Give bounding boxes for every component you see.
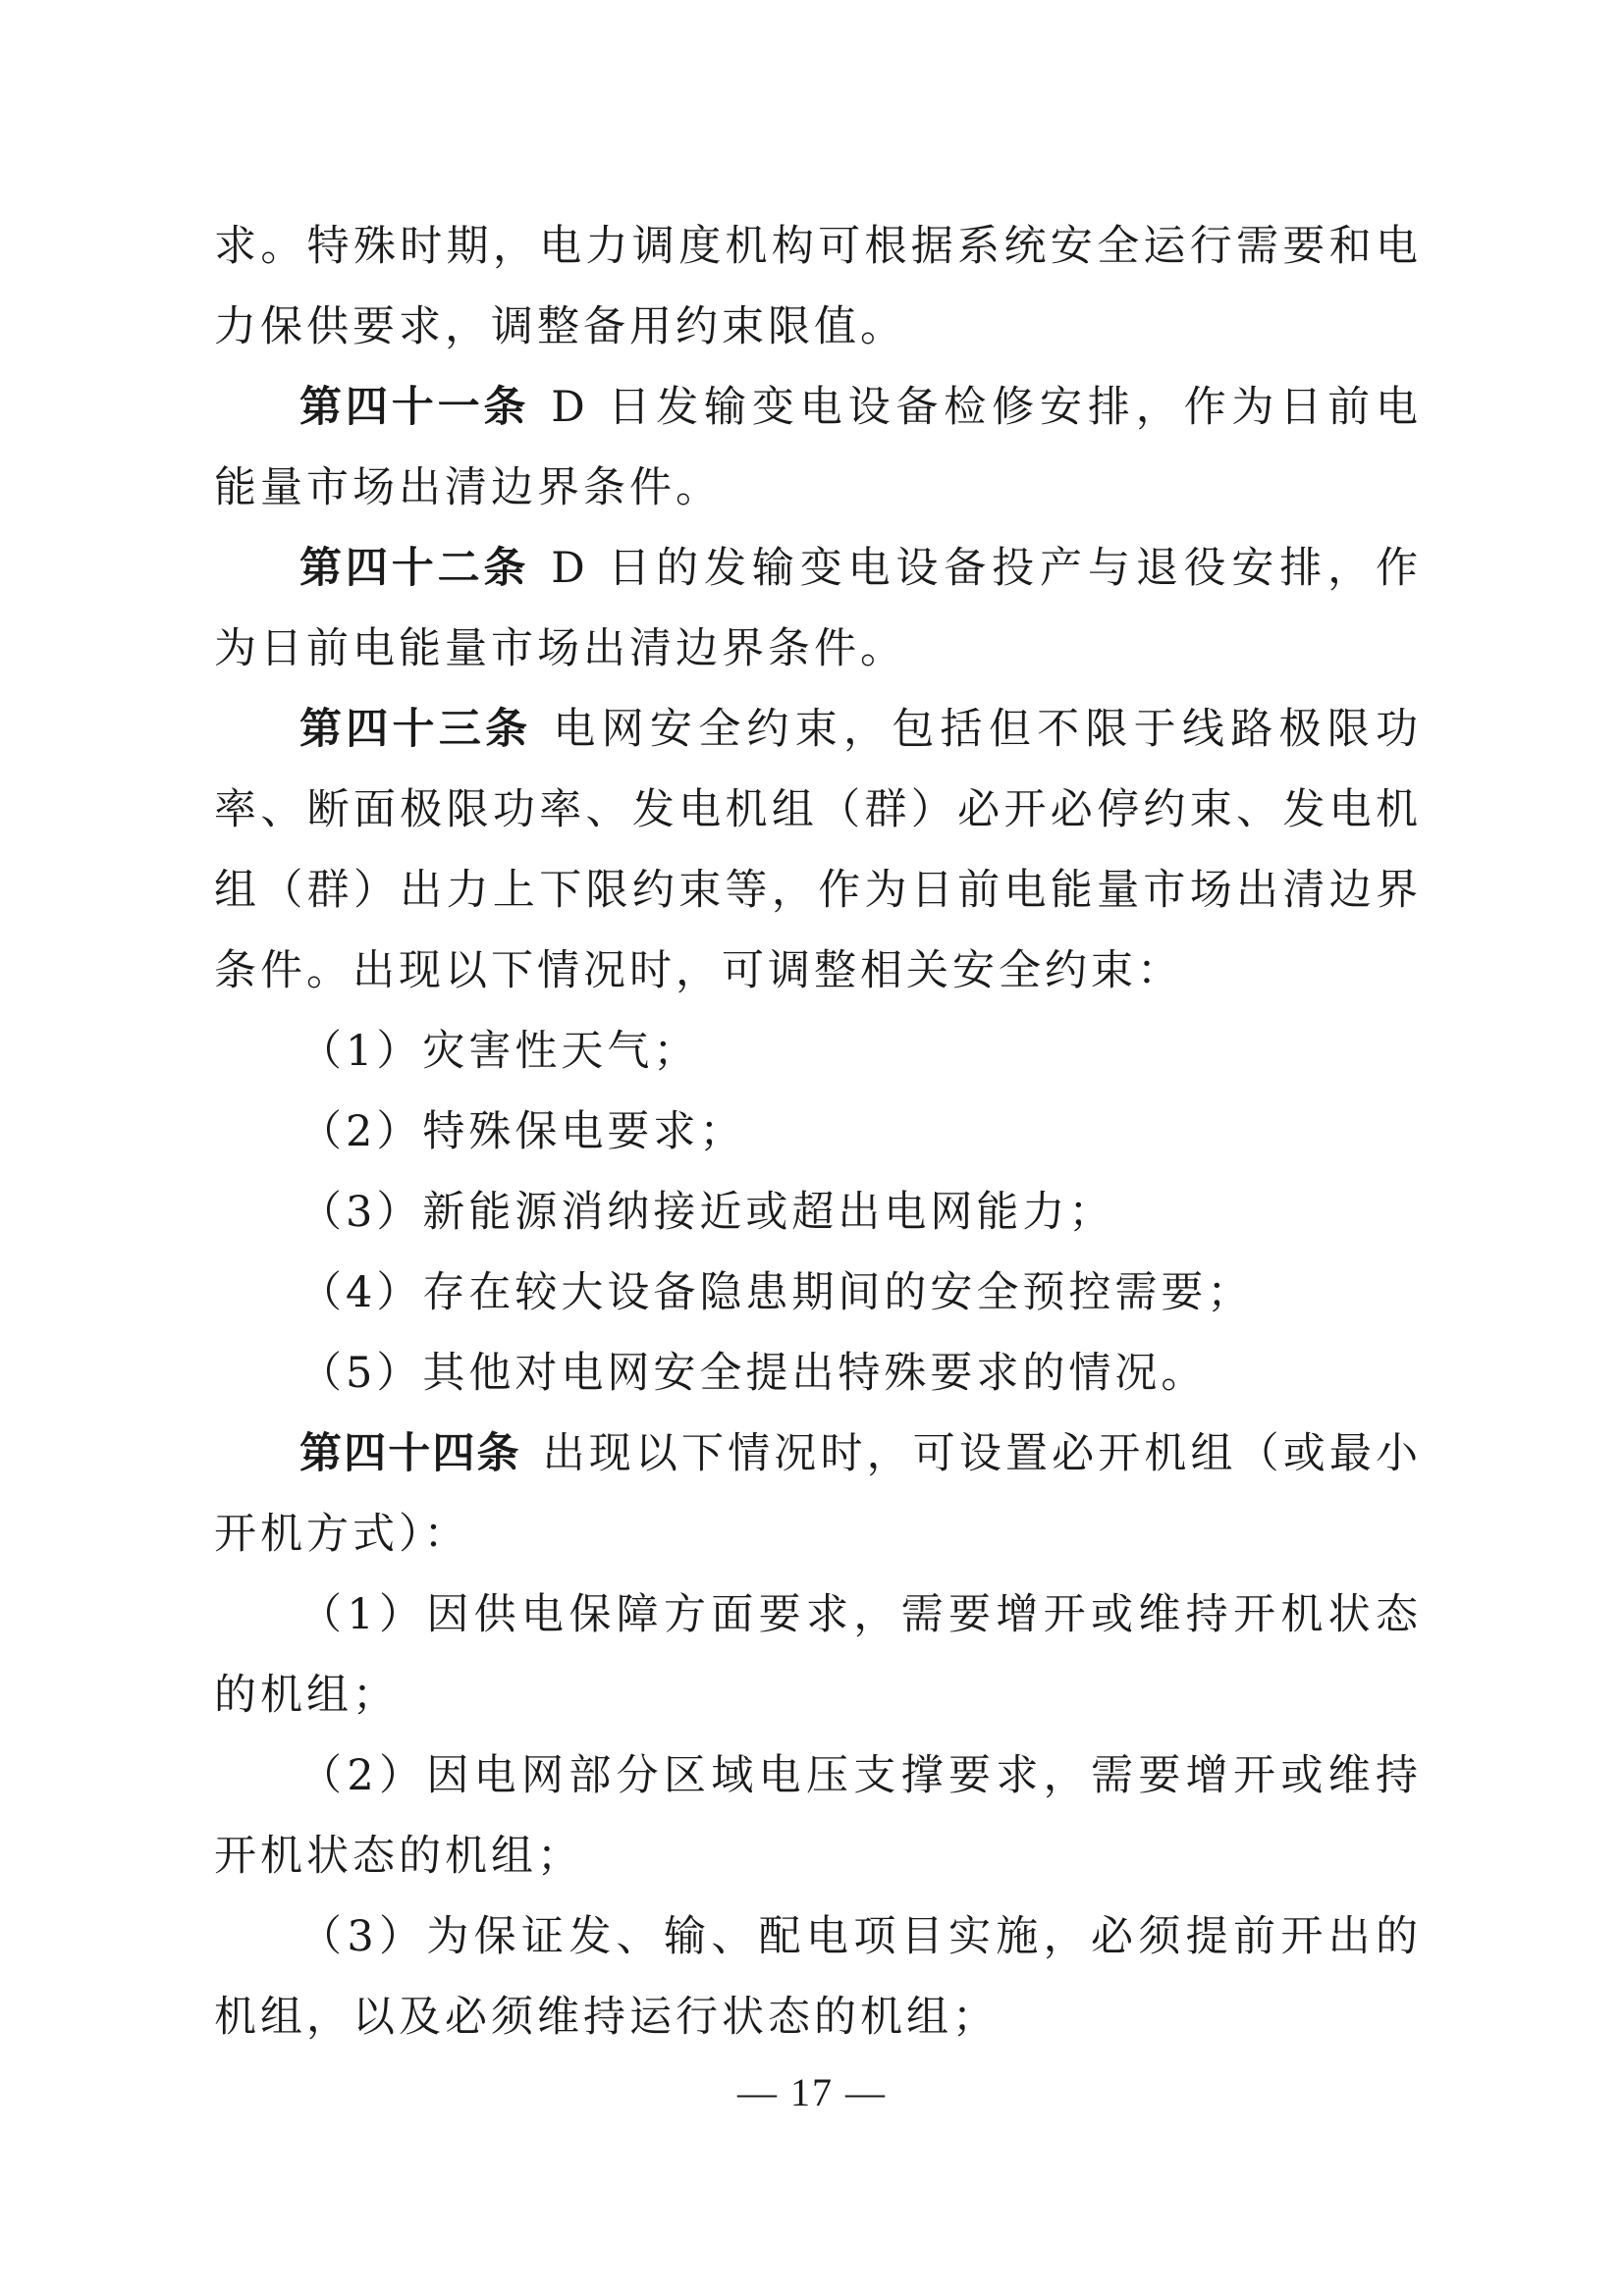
article-number: 第四十一条 xyxy=(299,383,530,432)
list-item xyxy=(214,1333,1422,1414)
list-item-text: （2）特殊保电要求； xyxy=(299,1107,746,1156)
list-item xyxy=(214,1735,1422,1896)
article-number: 第四十四条 xyxy=(299,1429,521,1478)
paragraph-continuation xyxy=(214,206,1422,367)
paragraph-text: D 日的发输变电设备投产与退役安排，作为日前电能量市场出清边界条件。 xyxy=(214,544,1423,673)
paragraph-text: 求。特殊时期，电力调度机构可根据系统安全运行需要和电力保供要求，调整备用约束限值。 xyxy=(214,222,1422,351)
article-41 xyxy=(214,367,1422,528)
list-item xyxy=(214,1253,1422,1333)
article-42 xyxy=(214,528,1422,689)
list-item-text: （3）新能源消纳接近或超出电网能力； xyxy=(299,1188,1115,1237)
list-item xyxy=(214,1092,1422,1172)
paragraph-text: 电网安全约束，包括但不限于线路极限功率、断面极限功率、发电机组（群）必开必停约束、发电机组（群）出力上下限约束等，作为日前电能量市场出清边界条件。出现以下情况时，可调整相关安全约束： xyxy=(214,705,1423,995)
paragraph-text: D 日发输变电设备检修安排，作为日前电能量市场出清边界条件。 xyxy=(214,383,1423,512)
article-43 xyxy=(214,689,1422,1011)
list-item xyxy=(214,1896,1422,2057)
list-item-text: （4）存在较大设备隐患期间的安全预控需要； xyxy=(299,1268,1254,1317)
article-number: 第四十三条 xyxy=(299,705,532,754)
list-item-text: （1）灾害性天气； xyxy=(299,1027,700,1076)
list-item-text: （5）其他对电网安全提出特殊要求的情况。 xyxy=(299,1349,1208,1398)
body-text xyxy=(214,206,1422,2057)
list-item-text: （3）为保证发、输、配电项目实施，必须提前开出的机组，以及必须维持运行状态的机组； xyxy=(214,1912,1422,2042)
paragraph-text: 出现以下情况时，可设置必开机组（或最小开机方式）： xyxy=(214,1429,1423,1559)
article-number: 第四十二条 xyxy=(299,544,530,593)
list-item xyxy=(214,1172,1422,1253)
page-number: — 17 — xyxy=(737,2070,887,2114)
list-item-text: （2）因电网部分区域电压支撑要求，需要增开或维持开机状态的机组； xyxy=(214,1751,1422,1881)
list-item xyxy=(214,1011,1422,1092)
list-item-text: （1）因供电保障方面要求，需要增开或维持开机状态的机组； xyxy=(214,1590,1422,1720)
article-44 xyxy=(214,1414,1422,1575)
list-item xyxy=(214,1575,1422,1735)
